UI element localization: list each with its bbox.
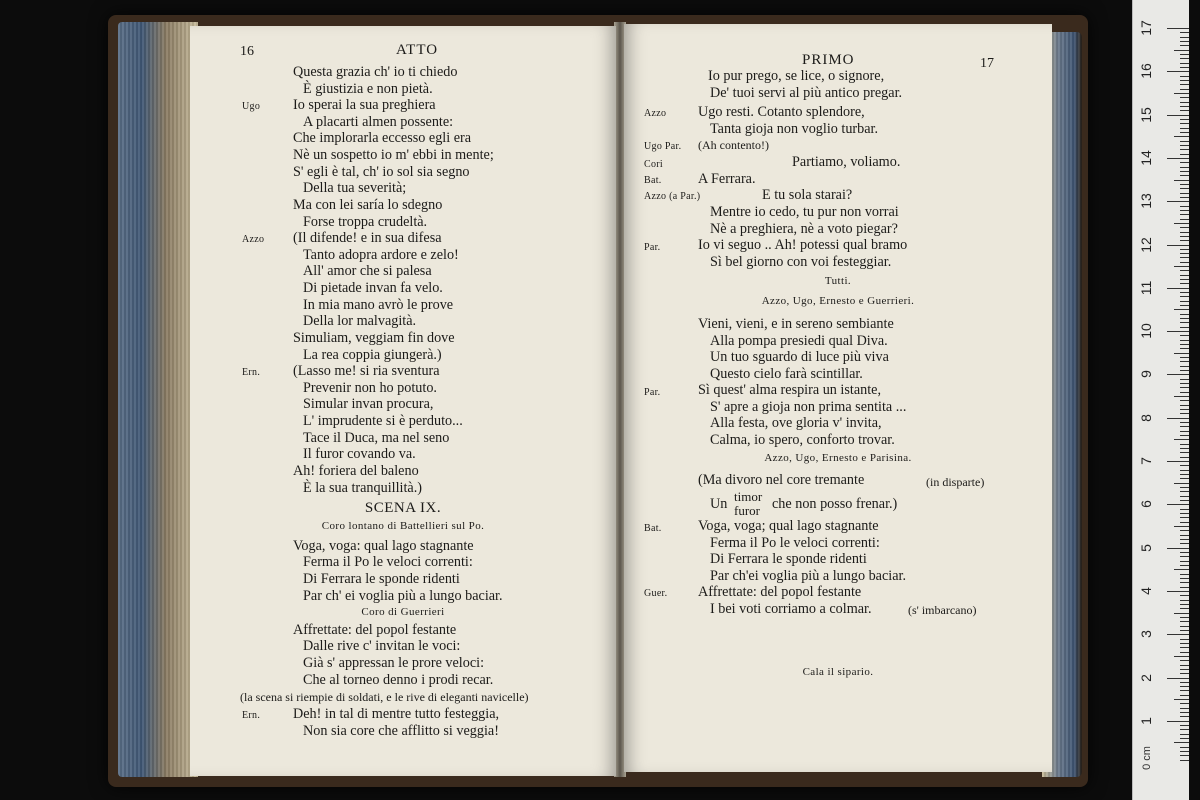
verse-word: Un	[710, 496, 728, 512]
ruler-tick	[1180, 626, 1189, 627]
ruler-tick	[1180, 543, 1189, 544]
chorus-line: Par ch' ei voglia più a lungo baciar.	[303, 588, 503, 604]
ruler-tick	[1180, 301, 1189, 302]
ruler-tick	[1180, 387, 1189, 388]
verse-line: (Ah contento!)	[698, 138, 769, 152]
ruler-tick	[1180, 600, 1189, 601]
verse-line: Io pur prego, se lice, o signore,	[708, 68, 885, 84]
ruler-tick	[1180, 755, 1189, 756]
ruler-tick	[1174, 223, 1189, 224]
verse-line: Nè a preghiera, nè a voto piegar?	[710, 221, 898, 237]
ruler-tick	[1167, 548, 1189, 549]
verse-line: È giustizia e non pietà.	[303, 81, 433, 97]
verse-line: Della lor malvagità.	[303, 313, 417, 329]
ruler-tick	[1180, 54, 1189, 55]
ruler-number: 16	[1138, 63, 1154, 80]
speaker-label: Par.	[644, 387, 661, 398]
ruler-tick	[1180, 335, 1189, 336]
ruler-tick	[1167, 591, 1189, 592]
speaker-label: Bat.	[644, 523, 662, 534]
verse-line: Voga, voga; qual lago stagnante	[698, 518, 879, 534]
verse-word: furor	[734, 503, 760, 518]
ruler-tick	[1167, 678, 1189, 679]
verse-line: Affrettate: del popol festante	[698, 584, 862, 600]
ruler-tick	[1180, 716, 1189, 717]
ruler-tick	[1180, 162, 1189, 163]
ruler-number: 12	[1138, 236, 1154, 253]
verse-line: Alla festa, ove gloria v' invita,	[710, 415, 882, 431]
ruler-tick	[1180, 457, 1189, 458]
verse-line: In mia mano avrò le prove	[303, 297, 454, 313]
speaker-label: Guer.	[644, 588, 668, 599]
verse-line: Tace il Duca, ma nel seno	[303, 430, 450, 446]
ruler-tick	[1180, 431, 1189, 432]
ruler-unit-label: 0 cm	[1140, 746, 1153, 770]
verse-line: Prevenir non ho potuto.	[303, 380, 437, 396]
ruler-tick	[1180, 41, 1189, 42]
verse-line: (Il difende! e in sua difesa	[293, 230, 442, 246]
speaker-label: Ugo	[242, 101, 261, 112]
ruler-tick	[1180, 318, 1189, 319]
ruler-tick	[1180, 76, 1189, 77]
ruler-tick	[1180, 171, 1189, 172]
right-page	[624, 24, 1052, 772]
ruler-tick	[1180, 660, 1189, 661]
verse-line: Questo cielo farà scintillar.	[710, 366, 863, 382]
ruler-number: 13	[1138, 193, 1154, 209]
verse-line: L' imprudente si è perduto...	[303, 413, 463, 429]
speaker-label: Cori	[644, 159, 663, 170]
verse-line: che non posso frenar.)	[772, 496, 898, 512]
ruler-number: 5	[1138, 543, 1154, 552]
ruler-tick	[1180, 669, 1189, 670]
speaker-label: Azzo	[644, 108, 667, 119]
ruler-tick	[1167, 158, 1189, 159]
page-number: 17	[980, 56, 994, 71]
ruler-tick	[1180, 643, 1189, 644]
ruler-tick	[1180, 292, 1189, 293]
ruler-tick	[1180, 236, 1189, 237]
ruler-tick	[1174, 180, 1189, 181]
page-number: 16	[240, 44, 254, 59]
ruler-tick	[1180, 400, 1189, 401]
aside-direction: (in disparte)	[926, 475, 985, 489]
ruler-number: 1	[1138, 716, 1154, 725]
ruler-tick	[1180, 370, 1189, 371]
ruler-tick	[1180, 413, 1189, 414]
curtain-note: Cala il sipario.	[802, 666, 874, 678]
verse-line: Ah! foriera del baleno	[293, 463, 419, 479]
ruler-tick	[1180, 578, 1189, 579]
ruler-tick	[1180, 556, 1189, 557]
ruler-tick	[1180, 448, 1189, 449]
ruler-tick	[1180, 595, 1189, 596]
ruler-tick	[1180, 219, 1189, 220]
ruler-tick	[1174, 309, 1189, 310]
verse-line: All' amor che si palesa	[303, 263, 432, 279]
ruler-tick	[1180, 630, 1189, 631]
ruler-number: 10	[1138, 323, 1154, 339]
verse-line: Calma, io spero, conforto trovar.	[710, 432, 895, 448]
verse-line: De' tuoi servi al più antico pregar.	[710, 85, 903, 101]
ruler-tick	[1180, 167, 1189, 168]
aside-direction: (s' imbarcano)	[908, 603, 977, 617]
ruler-number: 14	[1138, 150, 1154, 166]
ruler-tick	[1180, 37, 1189, 38]
chorus-line: Voga, voga: qual lago stagnante	[293, 538, 474, 554]
ruler-tick	[1180, 58, 1189, 59]
ruler-tick	[1180, 574, 1189, 575]
ruler-tick	[1167, 245, 1189, 246]
verse-line: Deh! in tal di mentre tutto festeggia,	[293, 706, 500, 722]
page-header: PRIMO	[802, 52, 855, 68]
ruler-tick	[1180, 665, 1189, 666]
ruler-tick	[1180, 474, 1189, 475]
ruler-tick	[1180, 539, 1189, 540]
verse-line: È la sua tranquillità.)	[303, 480, 422, 496]
verse-line: Ferma il Po le veloci correnti:	[710, 535, 880, 551]
ruler-tick	[1180, 509, 1189, 510]
ruler-tick	[1180, 314, 1189, 315]
ruler-tick	[1167, 115, 1189, 116]
ruler-tick	[1167, 288, 1189, 289]
ruler-number: 7	[1138, 457, 1154, 465]
speaker-label: Ern.	[242, 710, 261, 721]
ruler-number: 8	[1138, 413, 1154, 422]
verse-line: Un tuo sguardo di luce più viva	[710, 349, 889, 365]
ruler-tick	[1180, 214, 1189, 215]
ruler-tick	[1180, 361, 1189, 362]
ruler-tick	[1180, 582, 1189, 583]
ruler-tick	[1180, 608, 1189, 609]
ruler-tick	[1180, 327, 1189, 328]
ruler-tick	[1180, 561, 1189, 562]
ruler-tick	[1180, 262, 1189, 263]
verse-line: Simular invan procura,	[303, 396, 434, 412]
ruler-tick	[1180, 348, 1189, 349]
verse-line: A placarti almen possente:	[303, 114, 454, 130]
ruler-tick	[1180, 392, 1189, 393]
ruler-tick	[1174, 93, 1189, 94]
ruler-tick	[1180, 197, 1189, 198]
ruler-tick	[1180, 673, 1189, 674]
ruler-number: 15	[1138, 106, 1154, 123]
ruler-number: 3	[1138, 630, 1154, 639]
ruler-number: 11	[1138, 280, 1154, 296]
ruler-tick	[1180, 452, 1189, 453]
ruler-tick	[1180, 32, 1189, 33]
ruler-tick	[1174, 656, 1189, 657]
ruler-tick	[1180, 119, 1189, 120]
ruler-tick	[1167, 331, 1189, 332]
ruler-tick	[1180, 760, 1189, 761]
chorus-line: Di Ferrara le sponde ridenti	[303, 571, 460, 587]
verse-line: S' apre a gioja non prima sentita ...	[710, 399, 907, 415]
ruler-tick	[1180, 734, 1189, 735]
ruler-tick	[1180, 249, 1189, 250]
ruler-tick	[1180, 322, 1189, 323]
ruler-tick	[1180, 647, 1189, 648]
ruler-tick	[1180, 340, 1189, 341]
verse-line: Forse troppa crudeltà.	[303, 214, 428, 230]
ruler-tick	[1180, 45, 1189, 46]
verse-line: Ugo resti. Cotanto splendore,	[698, 104, 865, 120]
verse-line: Mentre io cedo, tu pur non vorrai	[710, 204, 899, 220]
ruler-tick	[1180, 296, 1189, 297]
page-header: ATTO	[396, 42, 439, 58]
verse-line: Alla pompa presiedi qual Diva.	[710, 333, 888, 349]
ruler-tick	[1180, 257, 1189, 258]
verse-line: Che implorarla eccesso egli era	[293, 130, 472, 146]
ruler-tick	[1180, 738, 1189, 739]
ruler-tick	[1180, 517, 1189, 518]
verse-line: Io vi seguo .. Ah! potessi qual bramo	[698, 237, 908, 253]
ruler-tick	[1180, 444, 1189, 445]
ruler-tick	[1180, 422, 1189, 423]
verse-line: Non sia core che afflitto si veggia!	[303, 723, 499, 739]
ruler-tick	[1180, 405, 1189, 406]
ruler-tick	[1180, 206, 1189, 207]
speaker-label: Azzo (a Par.)	[644, 191, 701, 202]
ruler-tick	[1180, 747, 1189, 748]
ruler-tick	[1180, 708, 1189, 709]
verse-line: Nè un sospetto io m' ebbi in mente;	[293, 147, 494, 163]
verse-line: Tanto adopra ardore e zelo!	[303, 247, 459, 263]
ruler-tick	[1180, 132, 1189, 133]
left-page	[190, 26, 616, 776]
ruler-tick	[1180, 80, 1189, 81]
ruler-tick	[1174, 742, 1189, 743]
speaker-label: Ern.	[242, 367, 261, 378]
ruler-tick	[1180, 305, 1189, 306]
ruler-tick	[1180, 279, 1189, 280]
ruler-tick	[1180, 102, 1189, 103]
ruler-tick	[1180, 97, 1189, 98]
ruler-tick	[1174, 266, 1189, 267]
ruler-tick	[1180, 617, 1189, 618]
characters-heading: Azzo, Ugo, Ernesto e Parisina.	[764, 452, 912, 464]
verse-line: Di Ferrara le sponde ridenti	[710, 551, 867, 567]
ruler-tick	[1180, 470, 1189, 471]
ruler-tick	[1180, 188, 1189, 189]
ruler-tick	[1180, 84, 1189, 85]
verse-line: Questa grazia ch' io ti chiedo	[293, 64, 458, 80]
ruler-tick	[1180, 253, 1189, 254]
ruler-number: 9	[1138, 370, 1154, 379]
ruler-tick	[1180, 478, 1189, 479]
ruler-tick	[1180, 703, 1189, 704]
chorus-line: Affrettate: del popol festante	[293, 622, 457, 638]
ruler-tick	[1180, 621, 1189, 622]
verse-line: Il furor covando va.	[303, 446, 416, 462]
ruler-tick	[1180, 67, 1189, 68]
ruler-tick	[1180, 154, 1189, 155]
ruler-tick	[1174, 439, 1189, 440]
scene-subtitle: Coro lontano di Battellieri sul Po.	[321, 520, 485, 532]
ruler-tick	[1180, 587, 1189, 588]
ruler-tick	[1180, 175, 1189, 176]
ruler-tick	[1180, 141, 1189, 142]
chorus-line: Già s' appressan le prore veloci:	[303, 655, 485, 671]
ruler-tick	[1174, 353, 1189, 354]
ruler-number: 4	[1138, 587, 1154, 595]
ruler-tick	[1180, 357, 1189, 358]
verse-line: Vieni, vieni, e in sereno sembiante	[698, 316, 894, 332]
verse-line: Tanta gioja non voglio turbar.	[710, 121, 879, 137]
ruler-tick	[1180, 63, 1189, 64]
ruler-tick	[1180, 500, 1189, 501]
ruler-tick	[1180, 344, 1189, 345]
ruler-tick	[1180, 379, 1189, 380]
ruler-tick	[1180, 149, 1189, 150]
ruler-tick	[1180, 682, 1189, 683]
verse-line: S' egli è tal, ch' io sol sia segno	[293, 164, 470, 180]
ruler-tick	[1174, 50, 1189, 51]
ruler-tick	[1180, 522, 1189, 523]
ruler-tick	[1167, 71, 1189, 72]
ruler-tick	[1180, 552, 1189, 553]
ruler-tick	[1174, 526, 1189, 527]
ruler-tick	[1167, 721, 1189, 722]
verse-line: Sì quest' alma respira un istante,	[698, 382, 882, 398]
scene-title: SCENA IX.	[364, 500, 442, 516]
ruler-tick	[1180, 270, 1189, 271]
verse-line: A Ferrara.	[698, 171, 756, 187]
ruler-tick	[1174, 483, 1189, 484]
ruler-tick	[1180, 106, 1189, 107]
chorus-title: Coro di Guerrieri	[361, 606, 445, 618]
ruler-tick	[1180, 725, 1189, 726]
ruler-tick	[1180, 729, 1189, 730]
ruler-tick	[1180, 604, 1189, 605]
ruler-tick	[1180, 366, 1189, 367]
verse-line: Della tua severità;	[303, 180, 407, 196]
verse-line: (Lasso me! si ria sventura	[293, 363, 440, 379]
verse-line: E tu sola starai?	[762, 187, 853, 203]
ruler-tick	[1180, 275, 1189, 276]
verse-line: Par ch'ei voglia più a lungo baciar.	[710, 568, 906, 584]
ruler-tick	[1167, 504, 1189, 505]
verse-word: timor	[734, 489, 763, 504]
ruler-number: 17	[1138, 20, 1154, 36]
ruler-tick	[1167, 374, 1189, 375]
chorus-line: Che al torneo denno i prodi recar.	[303, 672, 494, 688]
stage-direction: (la scena si riempie di soldati, e le rive di eleganti navicelle)	[240, 690, 529, 704]
ruler-tick	[1180, 193, 1189, 194]
ruler-tick	[1180, 465, 1189, 466]
ruler-tick	[1180, 751, 1189, 752]
ruler-tick	[1174, 569, 1189, 570]
verse-line: I bei voti corriamo a colmar.	[710, 601, 872, 617]
speaker-label: Ugo Par.	[644, 141, 682, 152]
tutti-heading: Tutti.	[824, 275, 852, 287]
ruler-tick	[1180, 145, 1189, 146]
ruler-tick	[1180, 565, 1189, 566]
verse-line: Ma con lei saría lo sdegno	[293, 197, 443, 213]
ruler-tick	[1180, 487, 1189, 488]
ruler-tick	[1180, 712, 1189, 713]
ruler-tick	[1180, 639, 1189, 640]
speaker-label: Azzo	[242, 234, 265, 245]
ruler-tick	[1174, 136, 1189, 137]
speaker-label: Bat.	[644, 175, 662, 186]
speaker-label: Par.	[644, 242, 661, 253]
verse-line: (Ma divoro nel core tremante	[698, 472, 865, 488]
ruler-tick	[1180, 535, 1189, 536]
ruler-tick	[1180, 409, 1189, 410]
ruler-tick	[1180, 491, 1189, 492]
ruler-tick	[1180, 513, 1189, 514]
ruler-tick	[1180, 227, 1189, 228]
ruler-tick	[1167, 634, 1189, 635]
ruler-tick	[1180, 89, 1189, 90]
characters-heading: Azzo, Ugo, Ernesto e Guerrieri.	[761, 295, 915, 307]
measuring-ruler	[1132, 0, 1189, 800]
ruler-tick	[1180, 184, 1189, 185]
ruler-tick	[1180, 695, 1189, 696]
ruler-tick	[1174, 396, 1189, 397]
ruler-tick	[1180, 110, 1189, 111]
ruler-tick	[1180, 690, 1189, 691]
verse-line: Io sperai la sua preghiera	[293, 97, 436, 113]
ruler-tick	[1167, 201, 1189, 202]
verse-line: La rea coppia giungerà.)	[303, 347, 442, 363]
chorus-line: Ferma il Po le veloci correnti:	[303, 554, 473, 570]
verse-line: Di pietade invan fa velo.	[303, 280, 443, 296]
ruler-tick	[1174, 699, 1189, 700]
verse-line: Partiamo, voliamo.	[792, 154, 901, 170]
ruler-tick	[1167, 461, 1189, 462]
ruler-tick	[1180, 435, 1189, 436]
chorus-line: Dalle rive c' invitan le voci:	[303, 638, 461, 654]
ruler-tick	[1180, 128, 1189, 129]
ruler-number: 6	[1138, 500, 1154, 509]
ruler-tick	[1180, 652, 1189, 653]
ruler-number: 2	[1138, 673, 1154, 682]
verse-line: Simuliam, veggiam fin dove	[293, 330, 455, 346]
verse-line: Sì bel giorno con voi festeggiar.	[710, 254, 892, 270]
ruler-tick	[1180, 686, 1189, 687]
page-edges-left	[118, 22, 198, 777]
ruler-tick	[1180, 123, 1189, 124]
ruler-tick	[1180, 210, 1189, 211]
ruler-tick	[1180, 232, 1189, 233]
ruler-tick	[1180, 383, 1189, 384]
ruler-tick	[1167, 418, 1189, 419]
ruler-tick	[1174, 613, 1189, 614]
ruler-tick	[1180, 426, 1189, 427]
ruler-tick	[1180, 283, 1189, 284]
ruler-tick	[1167, 28, 1189, 29]
ruler-tick	[1180, 530, 1189, 531]
ruler-tick	[1180, 496, 1189, 497]
ruler-tick	[1180, 240, 1189, 241]
